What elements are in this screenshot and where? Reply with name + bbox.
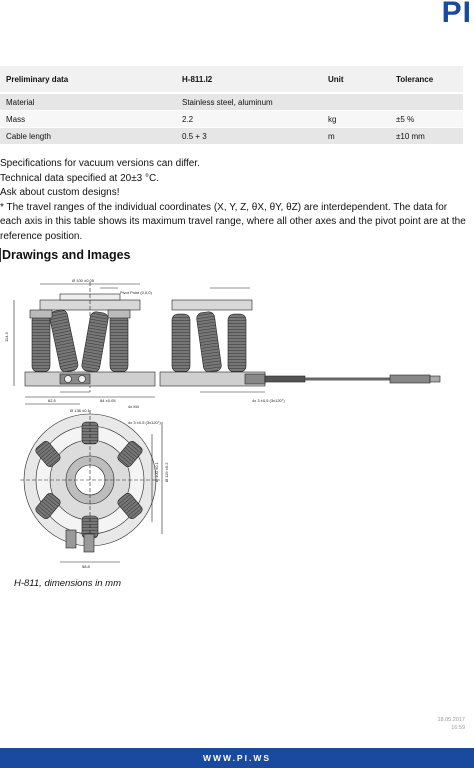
dimension-drawing xyxy=(0,272,474,572)
spec-notes xyxy=(0,157,468,244)
dim-62-5: 62.5 xyxy=(48,398,56,403)
dim-58: 58.8 xyxy=(82,564,90,569)
cell-tolerance: ±10 mm xyxy=(390,128,463,145)
header-unit: Unit xyxy=(322,66,390,93)
dim-top-diameter: Ø 100 ±0.05 xyxy=(72,278,94,283)
section-title: Drawings and Images xyxy=(2,248,131,262)
header-preliminary-data: Preliminary data xyxy=(0,66,176,93)
figure-caption: H-811, dimensions in mm xyxy=(14,578,122,589)
note-custom: Ask about custom designs! xyxy=(0,187,120,198)
note-travel-ranges: * The travel ranges of the individual coordinates (X, Y, Z, θX, θY, θZ) are interdependent. The data for each axis in this table shows its maximum travel range, where all other axes and the pivot point are at the reference position. xyxy=(0,201,466,242)
dim-cable: 4x 3 ±0.5 (3x120°) xyxy=(252,398,285,403)
note-temperature: Technical data specified at 20±3 °C. xyxy=(0,172,160,184)
cell-param: Material xyxy=(0,93,176,111)
spec-table-header-row xyxy=(0,66,463,93)
cell-value: 0.5 + 3 xyxy=(176,128,322,145)
spec-table xyxy=(0,66,463,145)
header-tolerance: Tolerance xyxy=(390,66,463,93)
cell-param: Cable length xyxy=(0,128,176,145)
dim-top-cable: 4x 3 ±0.5 (3x120°) xyxy=(128,420,161,425)
dim-thread: 4x M4 xyxy=(128,404,139,409)
dim-pivot-point: Pivot Point (0,0,0) xyxy=(120,290,152,295)
note-vacuum: Specifications for vacuum versions can differ. xyxy=(0,158,200,169)
side-view-left xyxy=(14,282,155,404)
cell-value: 2.2 xyxy=(176,111,322,128)
dim-136: Ø 136 ±0.1 xyxy=(70,408,90,413)
dim-119: Ø 119 ±0.2 xyxy=(164,462,169,482)
dim-84: 84 ±0.05 xyxy=(100,398,116,403)
cell-tolerance: ±5 % xyxy=(390,111,463,128)
cell-param: Mass xyxy=(0,111,176,128)
leg-group xyxy=(30,309,130,373)
table-row xyxy=(0,128,463,145)
time: 16:59 xyxy=(451,725,465,731)
table-row xyxy=(0,93,463,111)
datestamp xyxy=(437,716,465,732)
footer-url[interactable]: WWW.PI.WS xyxy=(0,748,474,768)
cell-unit: kg xyxy=(322,111,390,128)
cell-unit: m xyxy=(322,128,390,145)
cell-tolerance xyxy=(390,93,463,111)
dim-100: Ø 100 ±0.1 xyxy=(154,462,159,482)
pi-logo: PI xyxy=(441,0,472,29)
cell-value: Stainless steel, aluminum xyxy=(176,93,322,111)
dim-height: 114.3 xyxy=(4,332,9,342)
cell-unit xyxy=(322,93,390,111)
top-view xyxy=(20,410,162,562)
date: 18.05.2017 xyxy=(437,717,465,723)
header-model: H-811.I2 xyxy=(176,66,322,93)
table-row xyxy=(0,111,463,128)
side-view-right xyxy=(160,288,440,392)
